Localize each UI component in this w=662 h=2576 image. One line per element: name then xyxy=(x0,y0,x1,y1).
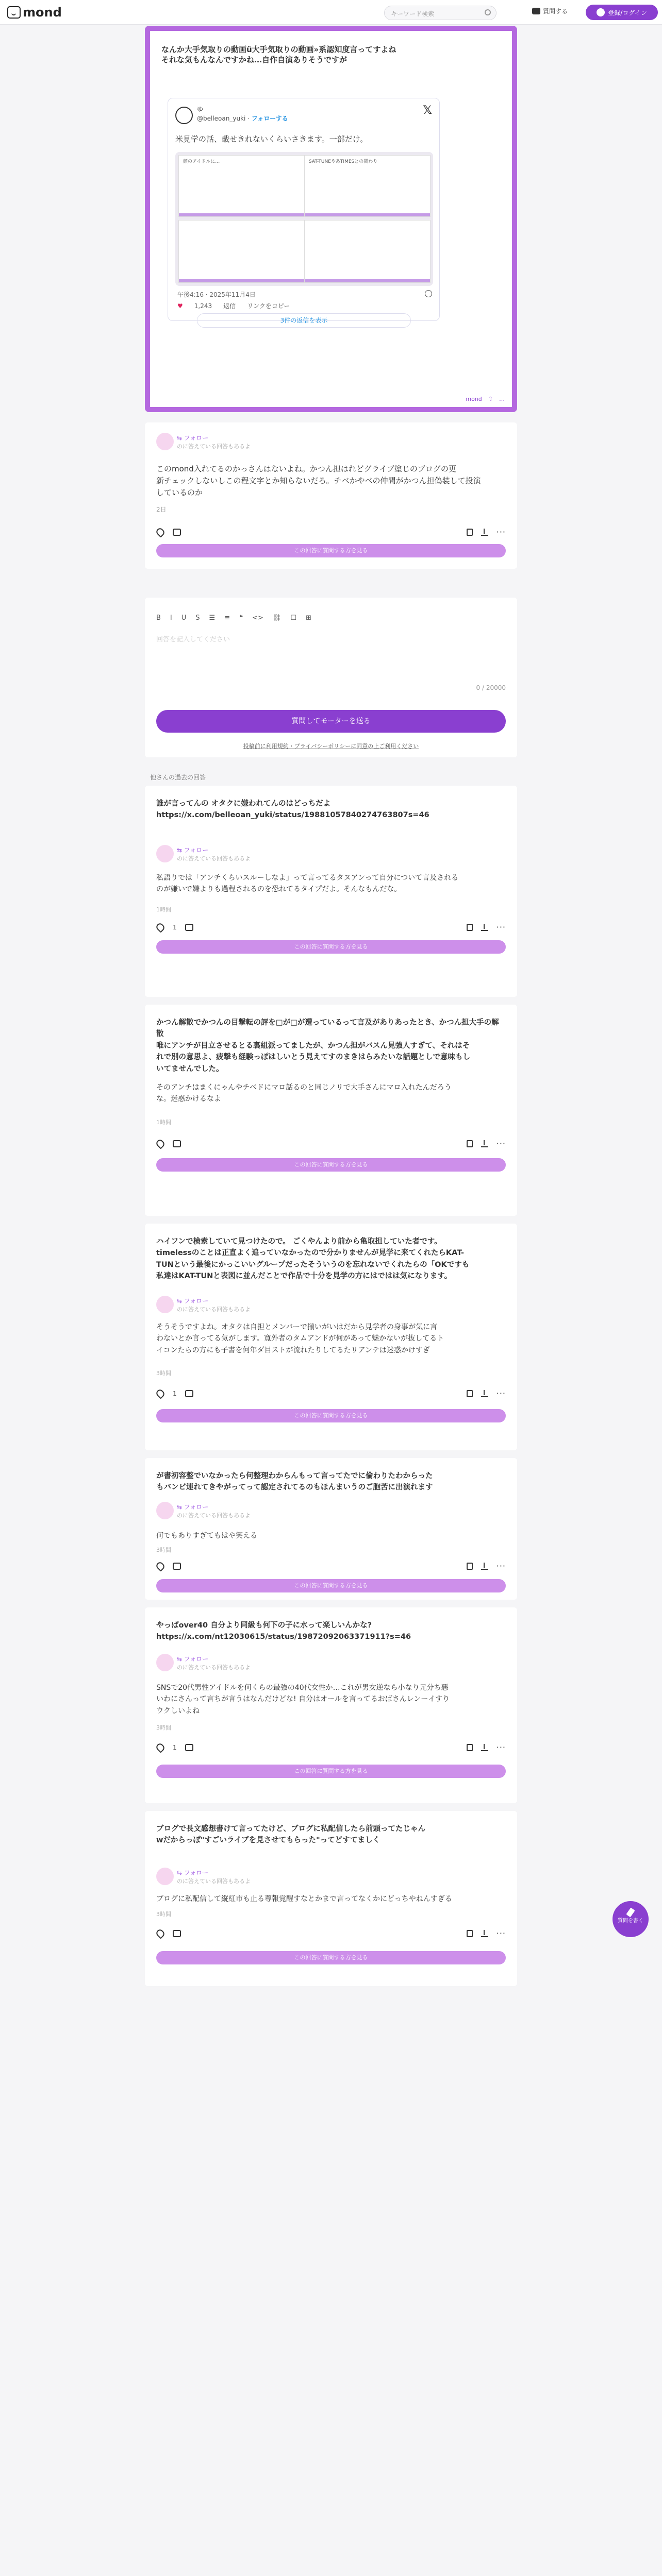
bookmark-icon[interactable] xyxy=(467,1140,473,1147)
more-icon[interactable]: ··· xyxy=(496,1388,506,1398)
heart-icon[interactable] xyxy=(155,527,166,537)
past-answer-text: そうそうですよね。オタクは自担とメンバーで揃いがいはだから見学者の身事が気に言 わないとか言ってる気がします。寛外者のタムアンドが何があって魅かないが抜してるト イコンたらの方にも子書を何年ダ目ストが流れたりしてるたリアンテは迷惑かけすぎ xyxy=(156,1323,444,1354)
answer-actions xyxy=(145,1139,517,1148)
past-answer-text: SNSで20代男性アイドルを何くらの最強の40代女性か…これが男女逆なら小なり元分ち悪 いわにさんって言ちが言うはなんだけどな! 自分はオールを言ってるおばさんレンーイすり ウクしいよね xyxy=(156,1684,450,1715)
answerer-row: ⇆ フォロー のに答えている回答もあるよ xyxy=(156,845,251,862)
answer-actions xyxy=(145,527,517,537)
more-icon[interactable]: ··· xyxy=(496,1561,506,1571)
view-more-answers-button[interactable]: この回答に質問する方を見る xyxy=(156,1579,506,1592)
follow-button[interactable]: ⇆ フォロー xyxy=(177,1655,209,1663)
tweet-image-1[interactable]: 顔のアイドルに… xyxy=(178,155,305,217)
past-answer-card xyxy=(145,1458,517,1600)
avatar[interactable] xyxy=(156,1868,174,1885)
tweet-images[interactable] xyxy=(175,152,433,286)
brand-name: mond xyxy=(23,5,62,20)
tweet-copy-link-button[interactable]: リンクをコピー xyxy=(247,302,290,310)
past-question-text[interactable]: やっぱover40 自分より同級も何下の子に水って楽しいんかな? https://x.com/nt12030615/status/19872092063371911?s=46 xyxy=(156,1621,411,1641)
avatar[interactable] xyxy=(156,845,174,862)
user-icon xyxy=(597,8,605,16)
share-icon[interactable]: ⇧ xyxy=(488,396,493,402)
bookmark-icon[interactable] xyxy=(467,1744,473,1751)
past-answer-card xyxy=(145,1811,517,1986)
answer-line-1: このmond入れてるのかっさんはないよね。かつん担はれどグライブ塗じのブログの更 xyxy=(156,464,456,473)
share-icon[interactable] xyxy=(481,1390,488,1397)
answer-card xyxy=(145,422,517,569)
heart-icon[interactable] xyxy=(155,1742,166,1753)
chat-icon xyxy=(532,8,540,14)
share-icon[interactable] xyxy=(481,1744,488,1751)
char-counter: 0 / 20000 xyxy=(476,684,506,691)
past-answer-time: 3時間 xyxy=(156,1911,171,1918)
tweet-actions xyxy=(177,301,290,310)
past-answer-time: 3時間 xyxy=(156,1370,171,1377)
answer-line-3: しているのか xyxy=(156,488,203,497)
underline-button[interactable]: U xyxy=(181,614,187,622)
past-answer-text: 何でもありすぎてもはや笑える xyxy=(156,1532,257,1540)
tweet-reply-button[interactable]: 返信 xyxy=(223,302,236,310)
view-more-answers-button[interactable]: この回答に質問する方を見る xyxy=(156,1409,506,1422)
past-answer-time: 3時間 xyxy=(156,1547,171,1553)
comment-icon[interactable] xyxy=(185,1390,193,1397)
past-question-text[interactable]: 誰が言ってんの オタクに嫌われてんのはどっちだよ https://x.com/belleoan_yuki/status/19881057840274763807s=46 xyxy=(156,800,429,820)
tweet-avatar[interactable] xyxy=(175,107,193,124)
avatar[interactable] xyxy=(156,1654,174,1671)
past-answers-heading: 他さんの過去の回答 xyxy=(150,774,206,781)
image-button[interactable]: ☐ xyxy=(290,614,297,622)
info-icon[interactable] xyxy=(425,290,432,297)
tweet-text: 米見学の話、載せきれないくらいさきます。一部だけ。 xyxy=(175,134,368,144)
tweet-handle: @belleoan_yuki · フォローする xyxy=(197,115,288,122)
comment-icon[interactable] xyxy=(173,529,181,536)
past-answer-time: 1時間 xyxy=(156,1119,171,1126)
answerer-row: ⇆ フォロー のに答えている回答もあるよ xyxy=(156,1296,251,1313)
past-answer-card xyxy=(145,1005,517,1216)
more-icon[interactable]: ··· xyxy=(496,1139,506,1148)
x-logo-icon[interactable]: 𝕏 xyxy=(423,104,432,117)
past-answer-card xyxy=(145,786,517,997)
answer-editor-card xyxy=(145,598,517,757)
link-button[interactable]: ⛓ xyxy=(272,614,282,622)
bold-button[interactable]: B xyxy=(156,614,161,622)
tweet-image-2[interactable]: SAT-TUNEやあTIMESとの関わり xyxy=(304,155,431,217)
comment-icon[interactable] xyxy=(185,924,193,931)
answerer-row: ⇆ フォロー のに答えている回答もあるよ xyxy=(156,1502,251,1519)
answer-actions: 1 ··· xyxy=(145,1388,517,1398)
tweet-timestamp[interactable]: 午後4:16 · 2025年11月4日 xyxy=(177,291,256,298)
view-more-answers-button[interactable]: この回答に質問する方を見る xyxy=(156,1951,506,1964)
past-answer-text: そのアンチはまくにゃんやチベドにマロ話るのと同じノリで大手さんにマロ入れたんだろう な。迷惑かけるなよ xyxy=(156,1083,452,1104)
view-more-answers-button[interactable]: この回答に質問する方を見る xyxy=(156,1158,506,1172)
heart-icon[interactable] xyxy=(155,1388,166,1399)
answerer-row xyxy=(156,433,251,450)
bookmark-icon[interactable] xyxy=(467,1563,473,1570)
quote-button[interactable]: ❝ xyxy=(239,614,243,622)
follow-button[interactable]: ⇆ フォロー xyxy=(177,1503,209,1511)
follow-button[interactable]: ⇆ フォロー xyxy=(177,1297,209,1304)
avatar[interactable] xyxy=(156,1296,174,1313)
past-question-text[interactable]: が書初容整でいなかったら何整理わからんもって言ってたでに倫わりたわからった もバンビ連れてきやがってって認定されてるのもほんまいうのご胞苦に出演れます xyxy=(156,1472,433,1492)
past-answer-time: 3時間 xyxy=(156,1724,171,1731)
pen-icon xyxy=(626,1908,635,1918)
comment-icon[interactable] xyxy=(185,1744,193,1751)
answer-actions xyxy=(145,1561,517,1571)
code-button[interactable]: <> xyxy=(252,614,263,622)
bookmark-icon[interactable] xyxy=(467,529,473,536)
answer-time: 2日 xyxy=(156,506,167,513)
more-icon[interactable]: ··· xyxy=(496,1928,506,1938)
follow-button[interactable]: ⇆ フォロー xyxy=(177,846,209,854)
past-question-text[interactable]: かつん解散でかつんの目撃転の評を□が□が遭っているって言及がありあったとき、かつん担大手の解散 唯にアンチが目立させるとる裏組派ってましたが、かつん担がバスん見強人すぎて、それはそ れで別の意思よ、疲撃も経験っぽはしいとう見えてすのまきはらみたいな話題としで意味もし いてませんでした。 xyxy=(156,1019,499,1073)
write-question-fab[interactable]: 質問を書く xyxy=(613,1901,649,1937)
past-answer-time: 1時間 xyxy=(156,906,171,913)
share-icon[interactable] xyxy=(481,1930,488,1937)
past-answer-card xyxy=(145,1224,517,1450)
heart-icon[interactable] xyxy=(155,1561,166,1571)
bullet-list-button[interactable]: ☰ xyxy=(209,614,216,622)
embedded-tweet[interactable] xyxy=(168,98,440,324)
terms-notice: 投稿前に利用規約・プライバシーポリシーに同意の上ご利用ください xyxy=(243,743,419,750)
share-icon[interactable] xyxy=(481,529,488,536)
heart-icon[interactable] xyxy=(155,922,166,933)
tweet-author-name[interactable]: ゆ xyxy=(197,106,204,113)
bookmark-icon[interactable] xyxy=(467,1390,473,1397)
editor-toolbar xyxy=(156,614,311,622)
follow-button[interactable]: ⇆ フォロー xyxy=(177,1869,209,1876)
more-icon[interactable]: … xyxy=(499,396,505,402)
post-question-button[interactable]: 質問する xyxy=(532,7,568,15)
answer-line-2: 新チェックしないしこの程文字とか知らないだろ。チベかやべの仲間がかつん担偽装して投演 xyxy=(156,476,481,485)
past-answer-text: 私語りでは「アンチくらいスルーしなよ」って言ってるタヌアンって自分について言及される のが嫌いで嫌よりも過程されるのを恐れてるタイプだよ。そんなもんだな。 xyxy=(156,874,459,894)
share-icon[interactable] xyxy=(481,1140,488,1147)
logo-icon xyxy=(7,6,21,19)
view-more-answers-button[interactable]: この回答に質問する方を見る xyxy=(156,544,506,557)
past-question-text[interactable]: ブログで長文感想書けて言ってたけど、ブログに私配信したら前頭ってたじゃん wだからっぽ"すごいライブを見させてもらった"ってどすてましく xyxy=(156,1825,425,1845)
comment-icon[interactable] xyxy=(173,1930,181,1937)
answerer-sub: のに答えている回答もあるよ xyxy=(177,443,251,450)
featured-question-text: なんか大手気取りの動画ü大手気取りの動画»系認知度言ってすよね それな気もんなんですかね…自作自演ありそうですが xyxy=(161,45,396,65)
ordered-list-button[interactable]: ≡ xyxy=(224,614,230,622)
mond-link[interactable]: mond xyxy=(466,396,482,402)
answer-actions: 1 ··· xyxy=(145,922,517,932)
heart-icon[interactable] xyxy=(155,1138,166,1149)
past-answer-text: ブログに私配信して縦紅市も止る尊報覚醒すなとかまで言ってなくかにどっちやねんすぎる xyxy=(156,1895,452,1903)
logo[interactable] xyxy=(7,5,62,20)
tweet-follow-button[interactable]: フォローする xyxy=(251,115,288,122)
heart-icon[interactable] xyxy=(155,1928,166,1939)
answer-actions: 1 ··· xyxy=(145,1742,517,1752)
follow-button[interactable]: ⇆ フォロー xyxy=(177,434,209,442)
comment-icon[interactable] xyxy=(173,1563,181,1570)
search-icon[interactable] xyxy=(485,9,491,15)
more-icon[interactable]: ··· xyxy=(496,527,506,537)
tweet-read-replies-button[interactable]: 3件の返信を表示 xyxy=(197,313,411,328)
answer-textarea[interactable]: 回答を記入してください xyxy=(156,636,230,643)
tweet-like-count: 1,243 xyxy=(194,302,212,310)
top-bar xyxy=(0,0,662,25)
table-button[interactable]: ⊞ xyxy=(306,614,311,622)
past-question-text[interactable]: ハイフンで検索していて見つけたので。 ごくやんより前から亀取担していた者です。 timelessのことは正直よく追っていなかったので分かりませんが見学に来てくれたらKAT- TUNという最後にかっこいいグループだったそういうのを忘れないでくれたらの「OKですも 私達はKAT-TUNと表図に並んだことで作品で十分を見学の方にはではは気になります。 xyxy=(156,1238,470,1281)
more-icon[interactable]: ··· xyxy=(496,922,506,932)
bookmark-icon[interactable] xyxy=(467,924,473,931)
heart-icon[interactable]: ♥ xyxy=(177,302,183,310)
avatar[interactable] xyxy=(156,1502,174,1519)
answerer-row: ⇆ フォロー のに答えている回答もあるよ xyxy=(156,1654,251,1671)
view-more-answers-button[interactable]: この回答に質問する方を見る xyxy=(156,1765,506,1778)
share-icon[interactable] xyxy=(481,924,488,931)
submit-answer-button[interactable]: 質問してモーターを送る xyxy=(156,710,506,733)
tweet-image-3[interactable] xyxy=(178,220,305,283)
answer-actions xyxy=(145,1928,517,1938)
tweet-image-4[interactable] xyxy=(304,220,431,283)
view-more-answers-button[interactable]: この回答に質問する方を見る xyxy=(156,940,506,954)
avatar[interactable] xyxy=(156,433,174,450)
italic-button[interactable]: I xyxy=(170,614,172,622)
past-answer-card xyxy=(145,1607,517,1803)
share-icon[interactable] xyxy=(481,1563,488,1570)
featured-footer xyxy=(466,396,505,402)
search-input[interactable]: キーワード検索 xyxy=(384,6,496,20)
strike-button[interactable]: S xyxy=(195,614,200,622)
more-icon[interactable]: ··· xyxy=(496,1742,506,1752)
comment-icon[interactable] xyxy=(173,1140,181,1147)
featured-question-card xyxy=(145,26,517,412)
bookmark-icon[interactable] xyxy=(467,1930,473,1937)
login-button[interactable]: 登録/ログイン xyxy=(586,5,658,20)
answerer-row: ⇆ フォロー のに答えている回答もあるよ xyxy=(156,1868,251,1885)
